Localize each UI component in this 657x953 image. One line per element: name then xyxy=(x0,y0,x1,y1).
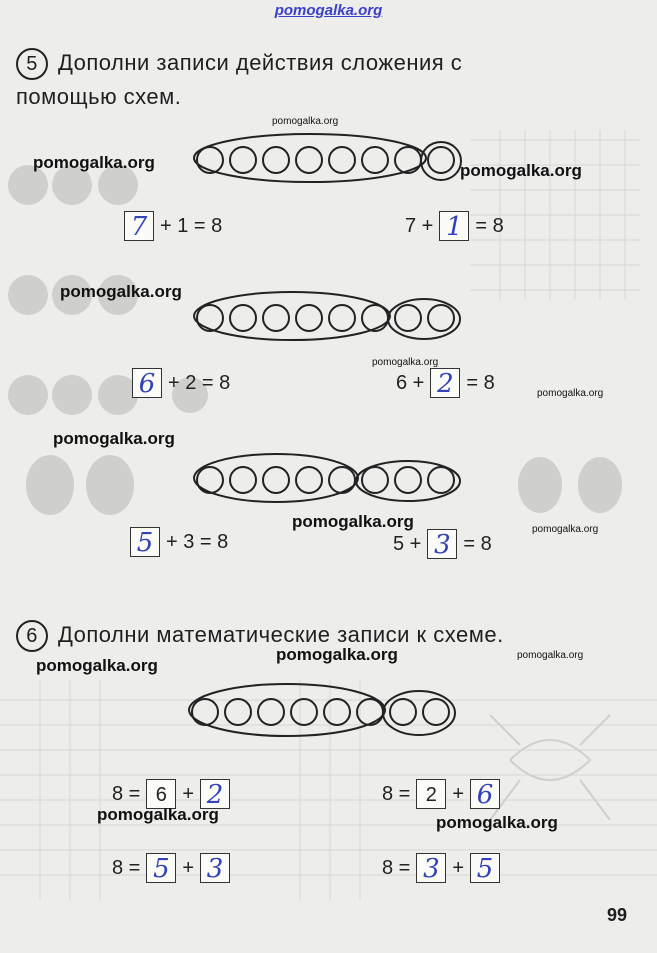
task-6-line1: Дополни математические записи к схеме. xyxy=(58,622,504,647)
equation-8-eq-5-plus-3 xyxy=(112,853,230,883)
watermark: pomogalka.org xyxy=(60,282,182,301)
equation-text: 5 + xyxy=(393,532,422,555)
watermark: pomogalka.org xyxy=(532,524,599,535)
watermark: pomogalka.org xyxy=(276,645,398,664)
equation-8-eq-3-plus-5 xyxy=(382,853,500,883)
task-number-6: 6 xyxy=(16,620,48,652)
answer-box[interactable]: 6 xyxy=(470,779,500,809)
equation-7-plus-1-left xyxy=(124,211,222,241)
equation-text: 8 = xyxy=(382,782,411,805)
answer-box[interactable]: 1 xyxy=(439,211,469,241)
task-5-line2: помощью схем. xyxy=(16,84,182,109)
watermark: pomogalka.org xyxy=(33,153,155,172)
watermark: pomogalka.org xyxy=(53,429,175,448)
equation-7-plus-1-right xyxy=(405,211,504,241)
equation-text: 6 + xyxy=(396,371,425,394)
page-number: 99 xyxy=(606,905,627,925)
equation-text: = 8 xyxy=(466,371,495,394)
answer-box[interactable]: 5 xyxy=(470,853,500,883)
equation-text: + 2 = 8 xyxy=(168,371,231,394)
equation-text: 8 = xyxy=(112,856,141,879)
equation-text: = 8 xyxy=(463,532,492,555)
watermark: pomogalka.org xyxy=(537,388,604,399)
scheme-7-plus-1 xyxy=(190,130,470,190)
watermark: pomogalka.org xyxy=(97,805,219,824)
answer-box[interactable]: 3 xyxy=(200,853,230,883)
answer-box[interactable]: 6 xyxy=(132,368,162,398)
equation-text: 7 + xyxy=(405,214,434,237)
task-5-heading xyxy=(16,48,462,80)
equation-text: 8 = xyxy=(112,782,141,805)
plus-sign: + xyxy=(452,856,465,879)
equation-text: 8 = xyxy=(382,856,411,879)
equation-text: = 8 xyxy=(475,214,504,237)
equation-5-plus-3-right xyxy=(393,529,492,559)
watermark: pomogalka.org xyxy=(517,650,584,661)
scheme-6-plus-2 xyxy=(190,288,470,348)
task-number-5: 5 xyxy=(16,48,48,80)
site-watermark-top[interactable]: pomogalka.org xyxy=(274,2,383,19)
plus-sign: + xyxy=(452,782,465,805)
watermark: pomogalka.org xyxy=(292,512,414,531)
answer-box[interactable]: 3 xyxy=(427,529,457,559)
answer-box[interactable]: 5 xyxy=(130,527,160,557)
watermark: pomogalka.org xyxy=(36,656,158,675)
plus-sign: + xyxy=(182,856,195,879)
equation-text: + 3 = 8 xyxy=(166,530,229,553)
equation-8-eq-2-plus-6 xyxy=(382,779,500,809)
answer-box[interactable]: 2 xyxy=(200,779,230,809)
printed-box: 2 xyxy=(416,779,446,809)
plus-sign: + xyxy=(182,782,195,805)
scheme-5-plus-3 xyxy=(190,450,470,510)
equation-6-plus-2-left xyxy=(132,368,230,398)
watermark: pomogalka.org xyxy=(372,357,439,368)
answer-box[interactable]: 7 xyxy=(124,211,154,241)
answer-box[interactable]: 3 xyxy=(416,853,446,883)
answer-box[interactable]: 5 xyxy=(146,853,176,883)
watermark: pomogalka.org xyxy=(436,813,558,832)
watermark: pomogalka.org xyxy=(460,161,582,180)
equation-text: + 1 = 8 xyxy=(160,214,223,237)
answer-box[interactable]: 2 xyxy=(430,368,460,398)
task-5-line1: Дополни записи действия сложения с xyxy=(58,50,463,75)
watermark: pomogalka.org xyxy=(272,116,339,127)
scheme-6-plus-2-task6 xyxy=(185,680,465,744)
printed-box: 6 xyxy=(146,779,176,809)
equation-6-plus-2-right xyxy=(396,368,495,398)
task-6-heading xyxy=(16,620,504,652)
equation-5-plus-3-left xyxy=(130,527,228,557)
